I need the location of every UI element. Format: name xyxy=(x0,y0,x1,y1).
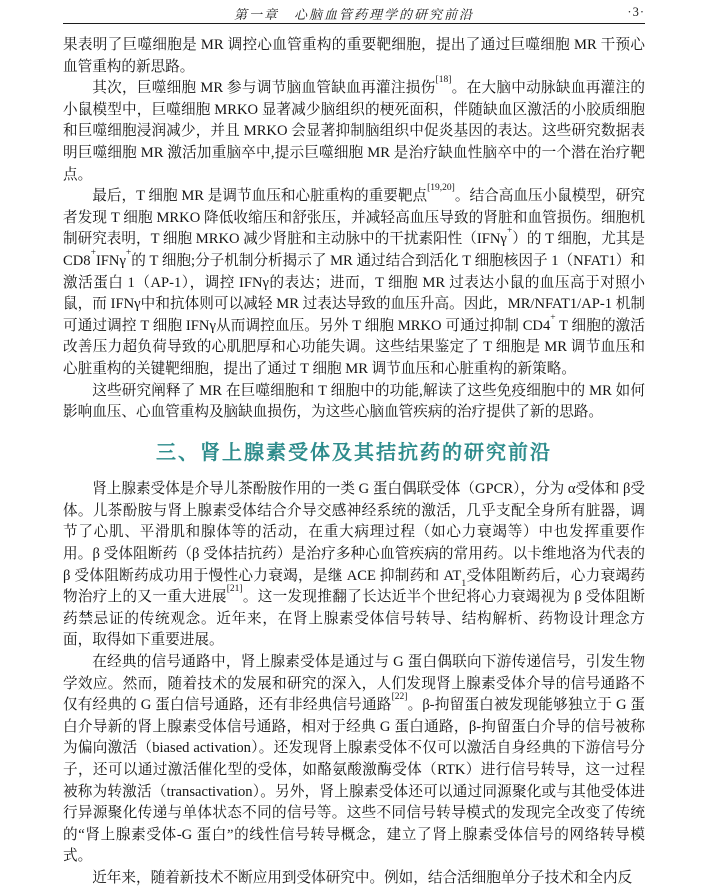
reference-superscript: [22] xyxy=(391,692,408,703)
reference-superscript: + xyxy=(125,247,132,258)
adrenergic-section-paragraphs xyxy=(63,479,645,889)
reference-superscript: [21] xyxy=(226,584,243,595)
text-run: 近年来，随着新技术不断应用到受体研究中。例如，结合活细胞单分子技术和全内反 xyxy=(92,869,633,886)
mr-section-paragraphs xyxy=(63,35,645,424)
running-head-chapter-title: 第一章 心脑血管药理学的研究前沿 xyxy=(233,7,475,22)
text-run: 果表明了巨噬细胞是 MR 调控心血管重构的重要靶细胞，提出了通过巨噬细胞 MR 干预心血管重构的新思路。 xyxy=(63,37,645,75)
text-run: 。在大脑中动脉缺血再灌注的小鼠模型中，巨噬细胞 MRKO 显著减少脑组织的梗死面积，伴随缺血区激活的小胶质细胞和巨噬细胞浸润减少，并且 MRKO 会显著抑制脑组织中促炎基因的表达。这些研究数据表明巨噬细胞 MR 激活加重脑卒中,提示巨噬细胞 MR 是治疗缺血性脑卒中的一个潜在治疗靶点。 xyxy=(63,80,645,183)
body-paragraph xyxy=(63,381,645,424)
text-run: 。这一发现推翻了长达近半个世纪将心力衰竭视为 β 受体阻断药禁忌证的传统观念。近年来，在肾上腺素受体信号转导、结构解析、药物设计理念方面，取得如下重要进展。 xyxy=(63,589,645,649)
reference-superscript: + xyxy=(550,312,556,323)
body-paragraph xyxy=(63,75,645,186)
text-run: T 细胞的激活改善压力超负荷导致的心肌肥厚和心功能失调。这些结果鉴定了 T 细胞是 MR 调节血压和心脏重构的关键靶细胞，提出了通过 T 细胞 MR 调节血压和心脏重构的新策略。 xyxy=(63,317,645,377)
text-run: 其次，巨噬细胞 MR 参与调节脑血管缺血再灌注损伤 xyxy=(92,80,436,97)
text-run: 。β-拘留蛋白被发现能够独立于 G 蛋白介导新的肾上腺素受体信号通路，相对于经典 G 蛋白通路，β-拘留蛋白介导的信号被称为偏向激活（biased activation）。还发现肾上腺素受体不仅可以激活自身经典的下游信号分子，还可以通过激活催化型的受体，如酪氨酸激酶受体（RTK）进行信号转导，这一过程被称为转激活（transactivation）。另外，肾上腺素受体还可以通过同源聚化或与其他受体进行异源聚化传递与单体状态不同的信号等。这些不同信号转导模式的发现完全改变了传统的“肾上腺素受体-G 蛋白”的线性信号转导概念，建立了肾上腺素受体信号的网络转导模式。 xyxy=(63,697,645,865)
header-rule xyxy=(63,23,645,24)
reference-superscript: [18] xyxy=(435,75,452,86)
body-paragraph xyxy=(63,35,645,78)
reference-superscript: + xyxy=(506,226,513,237)
text-run: 受体阻断药后，心力衰竭药物治疗上的又一重大进展 xyxy=(63,567,645,606)
text-run: 肾上腺素受体是介导儿茶酚胺作用的一类 G 蛋白偶联受体（GPCR），分为 α受体和 β受体。儿茶酚胺与肾上腺素受体结合介导交感神经系统的激活，几乎支配全身所有脏器，调节了心肌、平滑肌和腺体等的活动，在重大病理过程（如心力衰竭等）中也发挥重要作用。β 受体阻断药（β 受体拮抗药）是治疗多种心血管疾病的常用药。以卡维地洛为代表的 β 受体阻断药成功用于慢性心力衰竭，是继 ACE 抑制药和 AT xyxy=(63,481,645,584)
body-paragraph xyxy=(63,183,645,380)
text-run: 最后，T 细胞 MR 是调节血压和心脏重构的重要靶点 xyxy=(92,188,428,205)
text-run: ）的 T 细胞，尤其是 CD8 xyxy=(63,231,645,269)
reference-superscript: + xyxy=(90,247,96,258)
text-run: 在经典的信号通路中，肾上腺素受体是通过与 G 蛋白偶联向下游传递信号，引发生物学效应。然而，随着技术的发展和研究的深入，人们发现肾上腺素受体介导的信号通路不仅有经典的 G 蛋白信号通路，还有非经典信号通路 xyxy=(63,654,645,714)
text-run: 这些研究阐释了 MR 在巨噬细胞和 T 细胞中的功能,解读了这些免疫细胞中的 MR 如何影响血压、心血管重构及脑缺血损伤，为这些心脑血管疾病的治疗提供了新的思路。 xyxy=(63,382,645,421)
section-heading: 三、肾上腺素受体及其拮抗药的研究前沿 xyxy=(156,441,552,464)
text-run: IFNγ xyxy=(95,252,126,269)
page-body xyxy=(63,35,645,890)
body-paragraph xyxy=(63,868,645,890)
page-content xyxy=(63,0,645,890)
body-paragraph xyxy=(63,652,645,868)
subscript: 1 xyxy=(461,579,467,590)
text-run: 。结合高血压小鼠模型，研究者发现 T 细胞 MRKO 降低收缩压和舒张压，并减轻高血压导致的肾脏和血管损伤。细胞机制研究表明，T 细胞 MRKO 减少肾脏和主动脉中的干扰素阳性（IFNγ xyxy=(63,188,645,248)
page-header xyxy=(63,4,645,23)
text-run: 的 T 细胞;分子机制分析揭示了 MR 通过结合到活化 T 细胞核因子 1（NFAT1）和激活蛋白 1（AP-1），调控 IFNγ的表达；进而，T 细胞 MR 过表达小鼠的血压高于对照小鼠，而 IFNγ中和抗体则可以减轻 MR 过表达导致的血压升高。因此，MR/NFAT1/AP-1 机制可通过调控 T 细胞 IFNγ从而调控血压。另外 T 细胞 MRKO 可通过抑制 CD4 xyxy=(63,252,645,334)
page-number: ·3· xyxy=(627,5,645,19)
body-paragraph xyxy=(63,479,645,652)
reference-superscript: [19,20] xyxy=(427,183,455,194)
